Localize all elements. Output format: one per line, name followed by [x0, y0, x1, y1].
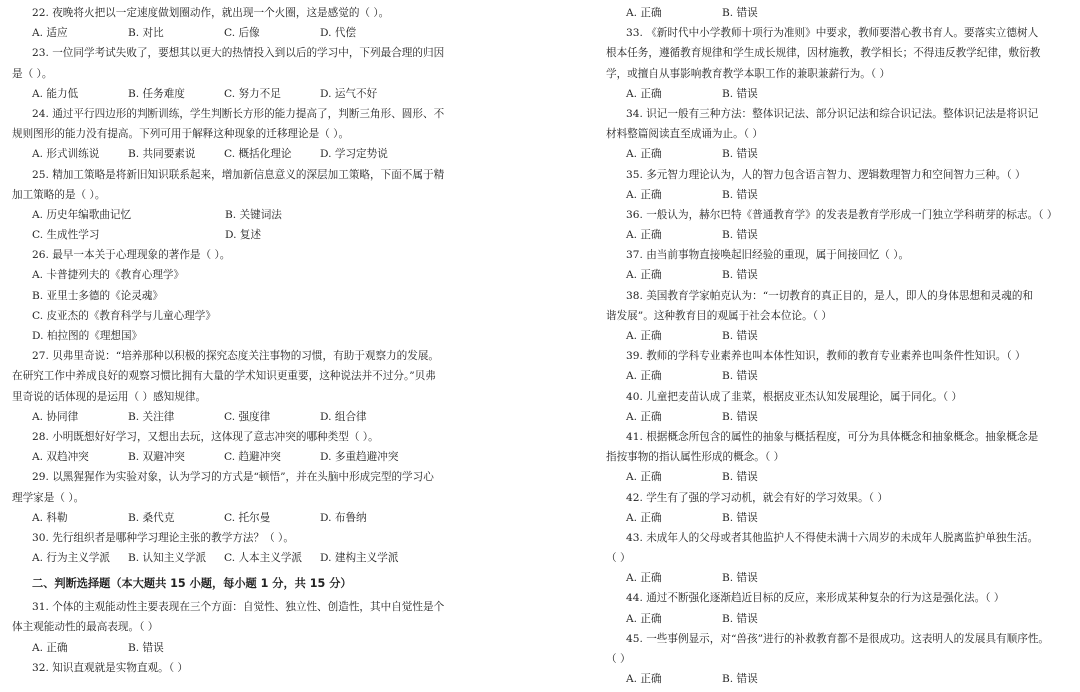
question-27-line-1: 27. 贝弗里奇说：“培养那种以积极的探究态度关注事物的习惯，有助于观察力的发展。 [32, 350, 440, 363]
question-26-option-d: D. 柏拉图的《理想国》 [32, 330, 143, 342]
option-a: A. 科勒 [32, 511, 68, 524]
question-43-line-1: 43. 未成年人的父母或者其他监护人不得使未满十六周岁的未成年人脱离监护单独生活。 [626, 531, 1039, 544]
option-correct: A. 正确 [626, 511, 662, 524]
option-wrong: B. 错误 [722, 471, 758, 484]
question-29-options [12, 508, 488, 528]
option-correct: A. 正确 [626, 7, 662, 19]
option-wrong: B. 错误 [722, 7, 758, 19]
question-30: 30. 先行组织者是哪种学习理论主张的教学方法？（ ）。 [32, 531, 294, 544]
option-b: B. 认知主义学派 [128, 552, 207, 565]
question-26-option-b: B. 亚里士多德的《论灵魂》 [32, 289, 164, 302]
option-b: B. 任务难度 [128, 87, 185, 100]
option-correct: A. 正确 [626, 572, 662, 585]
right-column [606, 3, 1068, 689]
question-37-options [606, 265, 1068, 285]
option-wrong: B. 错误 [722, 511, 758, 524]
option-d: D. 复述 [225, 229, 262, 242]
option-correct: A. 正确 [626, 148, 662, 161]
option-d: D. 运气不好 [320, 87, 378, 100]
option-c: C. 强度律 [224, 410, 271, 423]
question-33-line-3: 学，或擅自从事影响教育教学本职工作的兼职兼薪行为。（ ） [606, 67, 891, 80]
question-22-options [12, 23, 488, 43]
question-41-line-2: 指按事物的指认属性形成的概念。（ ） [606, 451, 785, 464]
question-38-line-1: 38. 美国教育学家帕克认为：“一切教育的真正目的，是人，即人的身体思想和灵魂的和 [626, 289, 1034, 302]
option-correct: A. 正确 [626, 229, 662, 242]
question-45-line-1: 45. 一些事例显示，对“兽孩”进行的补救教育都不是很成功。这表明人的发展具有顺序性。 [626, 632, 1050, 645]
option-wrong: B. 错误 [722, 188, 758, 201]
question-39: 39. 教师的学科专业素养也叫本体性知识，教师的教育专业素养也叫条件性知识。（ ） [626, 350, 1026, 363]
option-b: B. 共同要素说 [128, 148, 196, 161]
option-d: D. 组合律 [320, 410, 367, 423]
option-wrong: B. 错误 [722, 148, 758, 161]
option-correct: A. 正确 [626, 87, 662, 100]
option-a: A. 行为主义学派 [32, 552, 110, 565]
question-27-options [12, 407, 488, 427]
question-40-options [606, 407, 1068, 427]
question-45-options [606, 669, 1068, 689]
option-wrong: B. 错误 [722, 269, 758, 282]
option-correct: A. 正确 [32, 641, 68, 654]
option-correct: A. 正确 [626, 269, 662, 282]
option-wrong: B. 错误 [722, 612, 758, 625]
option-b: B. 桑代克 [128, 511, 175, 524]
option-d: D. 多重趋避冲突 [320, 451, 399, 464]
option-b: B. 关键词法 [225, 208, 282, 221]
option-wrong: B. 错误 [722, 370, 758, 383]
option-c: C. 生成性学习 [32, 229, 100, 242]
option-c: C. 人本主义学派 [224, 552, 303, 565]
section-heading-judgment: 二、判断选择题（本大题共 15 小题，每小题 1 分，共 15 分） [32, 577, 352, 591]
question-41-line-1: 41. 根据概念所包含的属性的抽象与概括程度，可分为具体概念和抽象概念。抽象概念是 [626, 430, 1039, 443]
question-23-line-1: 23. 一位同学考试失败了，要想其以更大的热情投入到以后的学习中，下列最合理的归因 [32, 47, 445, 60]
question-39-options [606, 366, 1068, 386]
question-44-options [606, 609, 1068, 629]
question-33-options [606, 84, 1068, 104]
question-42: 42. 学生有了强的学习动机，就会有好的学习效果。（ ） [626, 491, 888, 504]
option-wrong: B. 错误 [128, 641, 164, 654]
question-25-line-1: 25. 精加工策略是将新旧知识联系起来，增加新信息意义的深层加工策略，下面不属于精 [32, 168, 445, 181]
option-a: A. 适应 [32, 27, 68, 40]
option-d: D. 建构主义学派 [320, 552, 399, 565]
question-31-options [12, 638, 488, 658]
option-wrong: B. 错误 [722, 87, 758, 100]
question-40: 40. 儿童把麦苗认成了韭菜，根据皮亚杰认知发展理论，属于同化。（ ） [626, 390, 963, 403]
question-26-option-a: A. 卡普捷列夫的《教育心理学》 [32, 269, 185, 282]
option-a: A. 能力低 [32, 87, 79, 100]
question-27-line-3: 里奇说的话体现的是运用（ ）感知规律。 [12, 390, 207, 403]
question-41-options [606, 467, 1068, 487]
option-d: D. 学习定势说 [320, 148, 388, 161]
option-d: D. 布鲁纳 [320, 511, 367, 524]
question-34-line-1: 34. 识记一般有三种方法：整体识记法、部分识记法和综合识记法。整体识记法是将识记 [626, 107, 1039, 120]
question-36-options [606, 225, 1068, 245]
question-30-options [12, 548, 488, 568]
question-35: 35. 多元智力理论认为，人的智力包含语言智力、逻辑数理智力和空间智力三种。（ ） [626, 168, 1026, 181]
question-34-options [606, 144, 1068, 164]
question-43-options [606, 568, 1068, 588]
question-24-line-2: 规则图形的能力没有提高。下列可用于解释这种现象的迁移理论是（ ）。 [12, 128, 350, 141]
option-wrong: B. 错误 [722, 673, 758, 686]
option-wrong: B. 错误 [722, 330, 758, 342]
question-25-line-2: 加工策略的是（ ）。 [12, 188, 106, 201]
question-42-options [606, 508, 1068, 528]
option-c: C. 概括化理论 [224, 148, 292, 161]
option-wrong: B. 错误 [722, 572, 758, 585]
question-32-options [606, 3, 1068, 23]
question-44: 44. 通过不断强化逐渐趋近目标的反应，来形成某种复杂的行为这是强化法。（ ） [626, 592, 1005, 605]
question-38-line-2: 谐发展”。这种教育目的观属于社会本位论。（ ） [606, 309, 832, 322]
option-correct: A. 正确 [626, 673, 662, 686]
question-28-options [12, 447, 488, 467]
option-correct: A. 正确 [626, 410, 662, 423]
question-28: 28. 小明既想好好学习，又想出去玩，这体现了意志冲突的哪种类型（ ）。 [32, 430, 379, 443]
option-correct: A. 正确 [626, 370, 662, 383]
option-c: C. 后像 [224, 27, 260, 40]
option-b: B. 关注律 [128, 410, 175, 423]
question-35-options [606, 185, 1068, 205]
option-wrong: B. 错误 [722, 410, 758, 423]
option-wrong: B. 错误 [722, 229, 758, 242]
question-33-line-2: 根本任务，遵循教育规律和学生成长规律，因材施教，教学相长；不得违反教学纪律，敷衍教 [606, 47, 1041, 60]
option-a: A. 协同律 [32, 410, 79, 423]
question-26: 26. 最早一本关于心理现象的著作是（ ）。 [32, 249, 231, 262]
question-23-line-2: 是（ ）。 [12, 67, 53, 80]
question-24-line-1: 24. 通过平行四边形的判断训练，学生判断长方形的能力提高了，判断三角形、圆形、不 [32, 107, 445, 120]
question-27-line-2: 在研究工作中养成良好的观察习惯比拥有大量的学术知识更重要，这种说法并不过分。”贝弗 [12, 370, 436, 383]
option-correct: A. 正确 [626, 330, 662, 342]
question-33-line-1: 33. 《新时代中小学教师十项行为准则》中要求，教师要潜心教书育人。要落实立德树人 [626, 27, 1039, 40]
question-25-options-cd [12, 225, 488, 245]
question-29-line-2: 理学家是（ ）。 [12, 491, 85, 504]
option-c: C. 趋避冲突 [224, 451, 281, 464]
question-45-line-2: （ ） [606, 653, 631, 665]
question-31-line-2: 体主观能动性的最高表现。（ ） [12, 621, 159, 634]
question-36: 36. 一般认为，赫尔巴特《普通教育学》的发表是教育学形成一门独立学科萌芽的标志。（ ） [626, 208, 1058, 221]
question-38-options [606, 326, 1068, 346]
question-29-line-1: 29. 以黑猩猩作为实验对象，认为学习的方式是“顿悟”，并在头脑中形成完型的学习心 [32, 471, 434, 484]
option-correct: A. 正确 [626, 471, 662, 484]
option-b: B. 双避冲突 [128, 451, 185, 464]
question-32: 32. 知识直观就是实物直观。（ ） [32, 661, 189, 674]
option-c: C. 托尔曼 [224, 511, 271, 524]
option-a: A. 形式训练说 [32, 148, 100, 161]
option-correct: A. 正确 [626, 612, 662, 625]
question-25-options-ab [12, 205, 488, 225]
question-37: 37. 由当前事物直接唤起旧经验的重现，属于间接回忆（ ）。 [626, 249, 910, 262]
option-correct: A. 正确 [626, 188, 662, 201]
option-a: A. 历史年编歌曲记忆 [32, 208, 132, 221]
question-31-line-1: 31. 个体的主观能动性主要表现在三个方面：自觉性、独立性、创造性，其中自觉性是个 [32, 601, 445, 614]
option-d: D. 代偿 [320, 27, 357, 40]
option-a: A. 双趋冲突 [32, 451, 89, 464]
question-43-line-2: （ ） [606, 552, 631, 565]
question-26-option-c: C. 皮亚杰的《教育科学与儿童心理学》 [32, 309, 216, 322]
question-24-options [12, 144, 488, 164]
left-column [12, 3, 488, 678]
question-23-options [12, 84, 488, 104]
option-b: B. 对比 [128, 27, 164, 40]
question-34-line-2: 材料整篇阅读直至成诵为止。（ ） [606, 128, 763, 141]
question-22: 22. 夜晚将火把以一定速度做划圈动作，就出现一个火圈，这是感觉的（ ）。 [32, 7, 390, 19]
option-c: C. 努力不足 [224, 87, 281, 100]
